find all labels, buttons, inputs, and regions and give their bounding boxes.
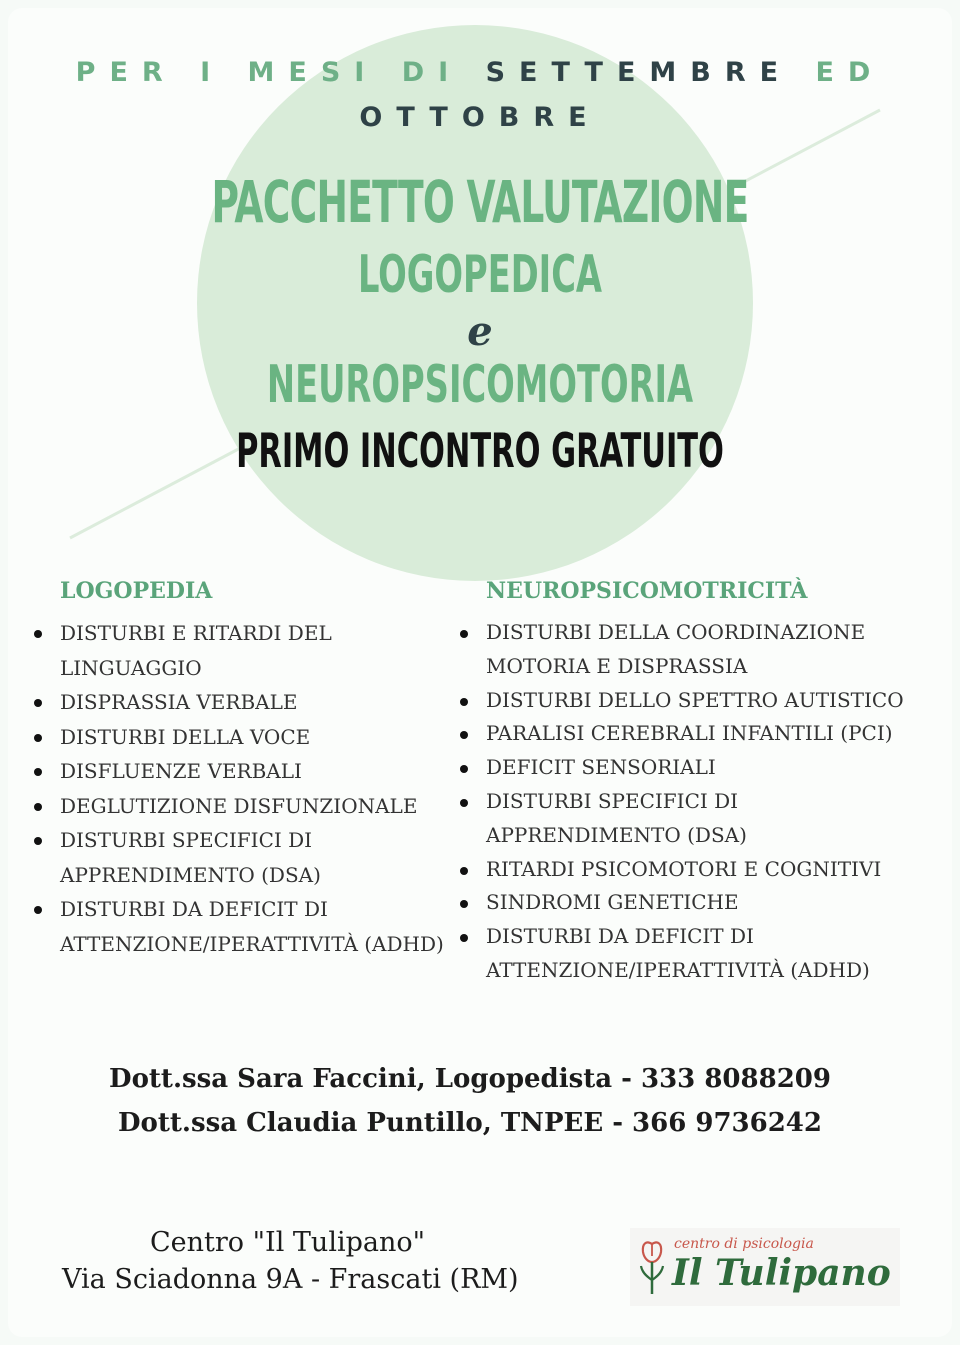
list-item: DISPRASSIA VERBALE [60, 685, 450, 720]
list-item: DEGLUTIZIONE DISFUNZIONALE [60, 789, 450, 824]
headline-neuropsicomotoria: NEUROPSICOMOTORIA [266, 355, 694, 415]
list-item: DISTURBI SPECIFICI DI APPRENDIMENTO (DSA) [60, 823, 450, 892]
list-item: DISTURBI DELLO SPETTRO AUTISTICO [486, 684, 936, 718]
banner-text-a: PER I MESI DI [75, 57, 486, 88]
bullet-icon [34, 906, 42, 914]
headline-package: PACCHETTO VALUTAZIONE [211, 168, 749, 236]
logo-subtitle: centro di psicologia [674, 1236, 814, 1252]
bullet-icon [34, 837, 42, 845]
tulip-icon [636, 1236, 668, 1298]
bullet-icon [460, 698, 468, 706]
bullet-icon [460, 630, 468, 638]
list-item: DISFLUENZE VERBALI [60, 754, 450, 789]
headline-free-first-meeting: PRIMO INCONTRO GRATUITO [236, 424, 724, 479]
banner-month-2: OTTOBRE [359, 102, 601, 133]
contact-logopedista: Dott.ssa Sara Faccini, Logopedista - 333 8088209 [109, 1064, 831, 1094]
list-item: DEFICIT SENSORIALI [486, 751, 936, 785]
logopedia-title: LOGOPEDIA [60, 578, 213, 604]
il-tulipano-logo [630, 1228, 900, 1306]
bullet-icon [34, 699, 42, 707]
bullet-icon [34, 768, 42, 776]
headline-logopedica: LOGOPEDICA [357, 245, 602, 305]
list-item: RITARDI PSICOMOTORI E COGNITIVI [486, 853, 936, 887]
list-item: DISTURBI DELLA COORDINAZIONE MOTORIA E DISPRASSIA [486, 616, 936, 684]
banner-month-1: SETTEMBRE [485, 57, 816, 88]
neuropsicomotricita-title: NEUROPSICOMOTRICITÀ [486, 578, 808, 604]
contact-tnpee: Dott.ssa Claudia Puntillo, TNPEE - 366 9736242 [117, 1108, 822, 1138]
list-item: PARALISI CEREBRALI INFANTILI (PCI) [486, 717, 936, 751]
center-name: Centro "Il Tulipano" [150, 1227, 426, 1258]
list-item: DISTURBI DA DEFICIT DI ATTENZIONE/IPERATTIVITÀ (ADHD) [486, 920, 936, 988]
logopedia-column [60, 578, 450, 961]
center-address: Via Sciadonna 9A - Frascati (RM) [62, 1264, 519, 1295]
period-banner [0, 57, 960, 88]
bullet-icon [34, 803, 42, 811]
bullet-icon [460, 867, 468, 875]
neuropsicomotricita-column [486, 578, 936, 988]
bullet-icon [34, 630, 42, 638]
bullet-icon [34, 734, 42, 742]
logopedia-list [60, 616, 450, 961]
list-item: DISTURBI E RITARDI DEL LINGUAGGIO [60, 616, 450, 685]
list-item: DISTURBI SPECIFICI DI APPRENDIMENTO (DSA) [486, 785, 936, 853]
headline-ampersand: e [467, 308, 493, 355]
logo-title: Il Tulipano [672, 1252, 891, 1294]
list-item: SINDROMI GENETICHE [486, 886, 936, 920]
bullet-icon [460, 799, 468, 807]
list-item: DISTURBI DELLA VOCE [60, 720, 450, 755]
banner-text-b: ED [815, 57, 885, 88]
list-item: DISTURBI DA DEFICIT DI ATTENZIONE/IPERATTIVITÀ (ADHD) [60, 892, 450, 961]
neuropsicomotricita-list [486, 616, 936, 988]
